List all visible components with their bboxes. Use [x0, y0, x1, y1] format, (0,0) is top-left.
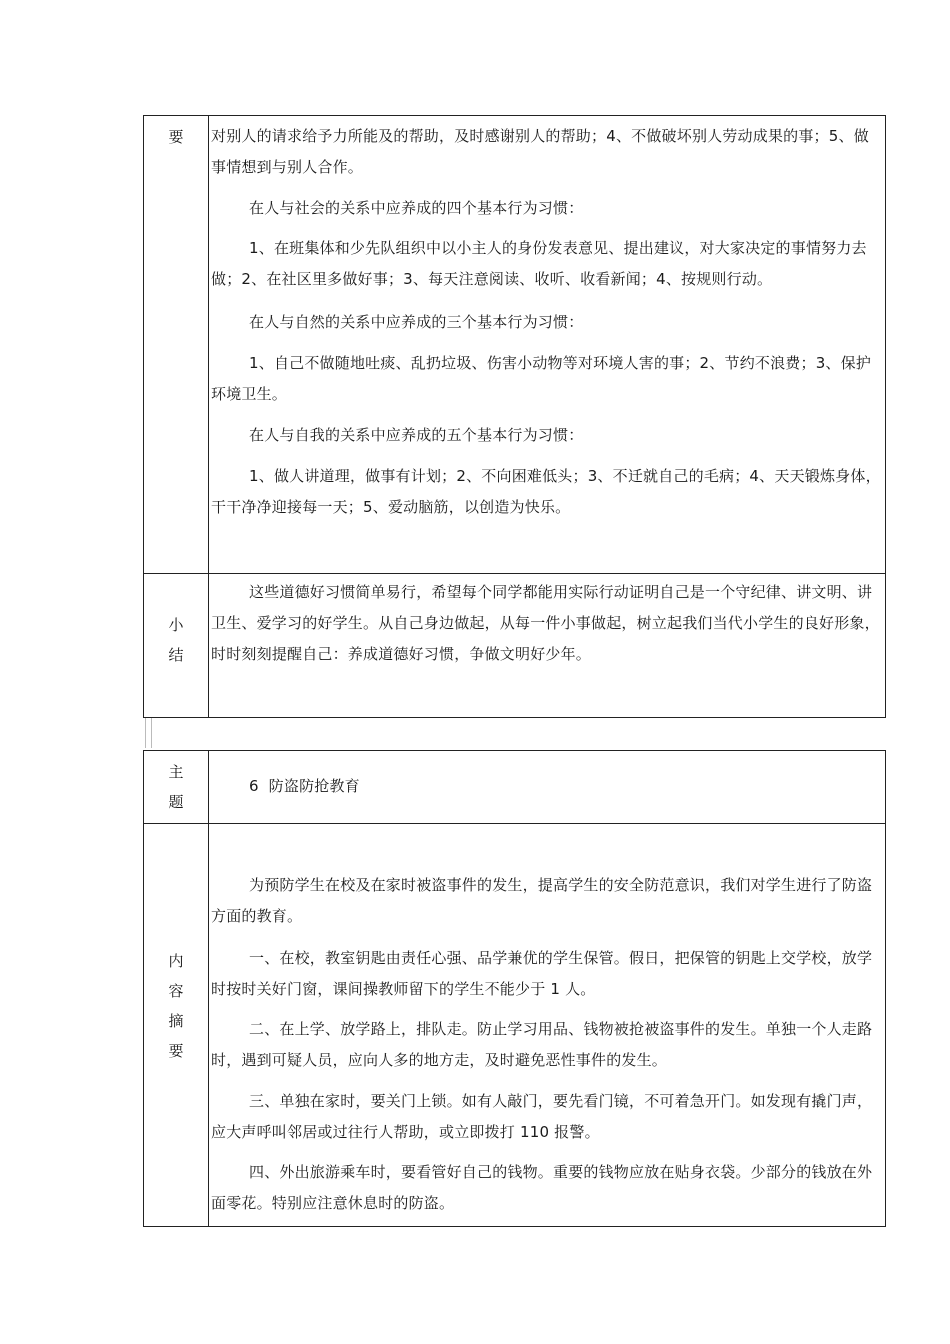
summary-paragraph: 这些道德好习惯简单易行，希望每个同学都能用实际行动证明自己是一个守纪律、讲文明、讲卫生、爱学习的好学生。从自己身边做起，从每一件小事做起，树立起我们当代小学生的良好形象，时时刻刻提醒自己：养成道德好习惯，争做文明好少年。: [211, 583, 880, 663]
topic-content-cell: [209, 751, 885, 823]
content-label-char: 内: [168, 952, 184, 970]
topic-label-char: 题: [168, 793, 184, 811]
table-divider: [145, 718, 152, 748]
paragraph: 二、在上学、放学路上，排队走。防止学习用品、钱物被抢被盗事件的发生。单独一个人走路时，遇到可疑人员，应向人多的地方走，及时避免恶性事件的发生。: [211, 1020, 873, 1069]
habits-content-cell: [209, 116, 885, 573]
content-label: [144, 954, 208, 1059]
habits-table: [143, 115, 886, 718]
row-label-cell: [144, 116, 209, 573]
paragraph: 对别人的请求给予力所能及的帮助，及时感谢别人的帮助；4、不做破坏别人劳动成果的事；5、做事情想到与别人合作。: [211, 127, 869, 176]
topic-label-char: 主: [168, 763, 184, 781]
summary-content-row: [144, 824, 885, 1226]
content-label-cell: [144, 824, 209, 1226]
summary-label: [144, 618, 208, 663]
content-label-char: 容: [168, 982, 184, 1000]
paragraph-heading: 在人与社会的关系中应养成的四个基本行为习惯：: [249, 199, 584, 217]
summary-label-char: 小: [168, 616, 184, 634]
topic-title: 6 防盗防抢教育: [249, 777, 360, 795]
row-label-text: 要: [168, 128, 184, 146]
theft-prevention-table: [143, 750, 886, 1227]
paragraph-heading: 在人与自我的关系中应养成的五个基本行为习惯：: [249, 426, 584, 444]
paragraph: 1、在班集体和少先队组织中以小主人的身份发表意见、提出建议，对大家决定的事情努力去做；2、在社区里多做好事；3、每天注意阅读、收听、收看新闻；4、按规则行动。: [211, 239, 867, 288]
paragraph: 1、自己不做随地吐痰、乱扔垃圾、伤害小动物等对环境人害的事；2、节约不浪费；3、保护环境卫生。: [211, 354, 872, 403]
paragraph: 为预防学生在校及在家时被盗事件的发生，提高学生的安全防范意识，我们对学生进行了防盗方面的教育。: [211, 876, 873, 925]
summary-label-char: 结: [168, 646, 184, 664]
content-summary-cell: [209, 824, 885, 1226]
paragraph: 三、单独在家时，要关门上锁。如有人敲门，要先看门镜，不可着急开门。如发现有撬门声，应大声呼叫邻居或过往行人帮助，或立即拨打 110 报警。: [211, 1092, 873, 1141]
topic-row: [144, 751, 885, 824]
summary-content-cell: [209, 574, 885, 717]
paragraph: 四、外出旅游乘车时，要看管好自己的钱物。重要的钱物应放在贴身衣袋。少部分的钱放在外面零花。特别应注意休息时的防盗。: [211, 1163, 873, 1212]
summary-row: [144, 574, 885, 717]
topic-label: [144, 765, 208, 810]
paragraph: 一、在校，教室钥匙由责任心强、品学兼优的学生保管。假日，把保管的钥匙上交学校，放学时按时关好门窗，课间操教师留下的学生不能少于 1 人。: [211, 949, 873, 998]
summary-label-cell: [144, 574, 209, 717]
paragraph-heading: 在人与自然的关系中应养成的三个基本行为习惯：: [249, 313, 584, 331]
habits-content-row: [144, 116, 885, 574]
content-label-char: 摘: [168, 1012, 184, 1030]
content-label-char: 要: [168, 1042, 184, 1060]
paragraph: 1、做人讲道理，做事有计划；2、不向困难低头；3、不迁就自己的毛病；4、天天锻炼身体，干干净净迎接每一天；5、爱动脑筋，以创造为快乐。: [211, 467, 881, 516]
topic-label-cell: [144, 751, 209, 823]
